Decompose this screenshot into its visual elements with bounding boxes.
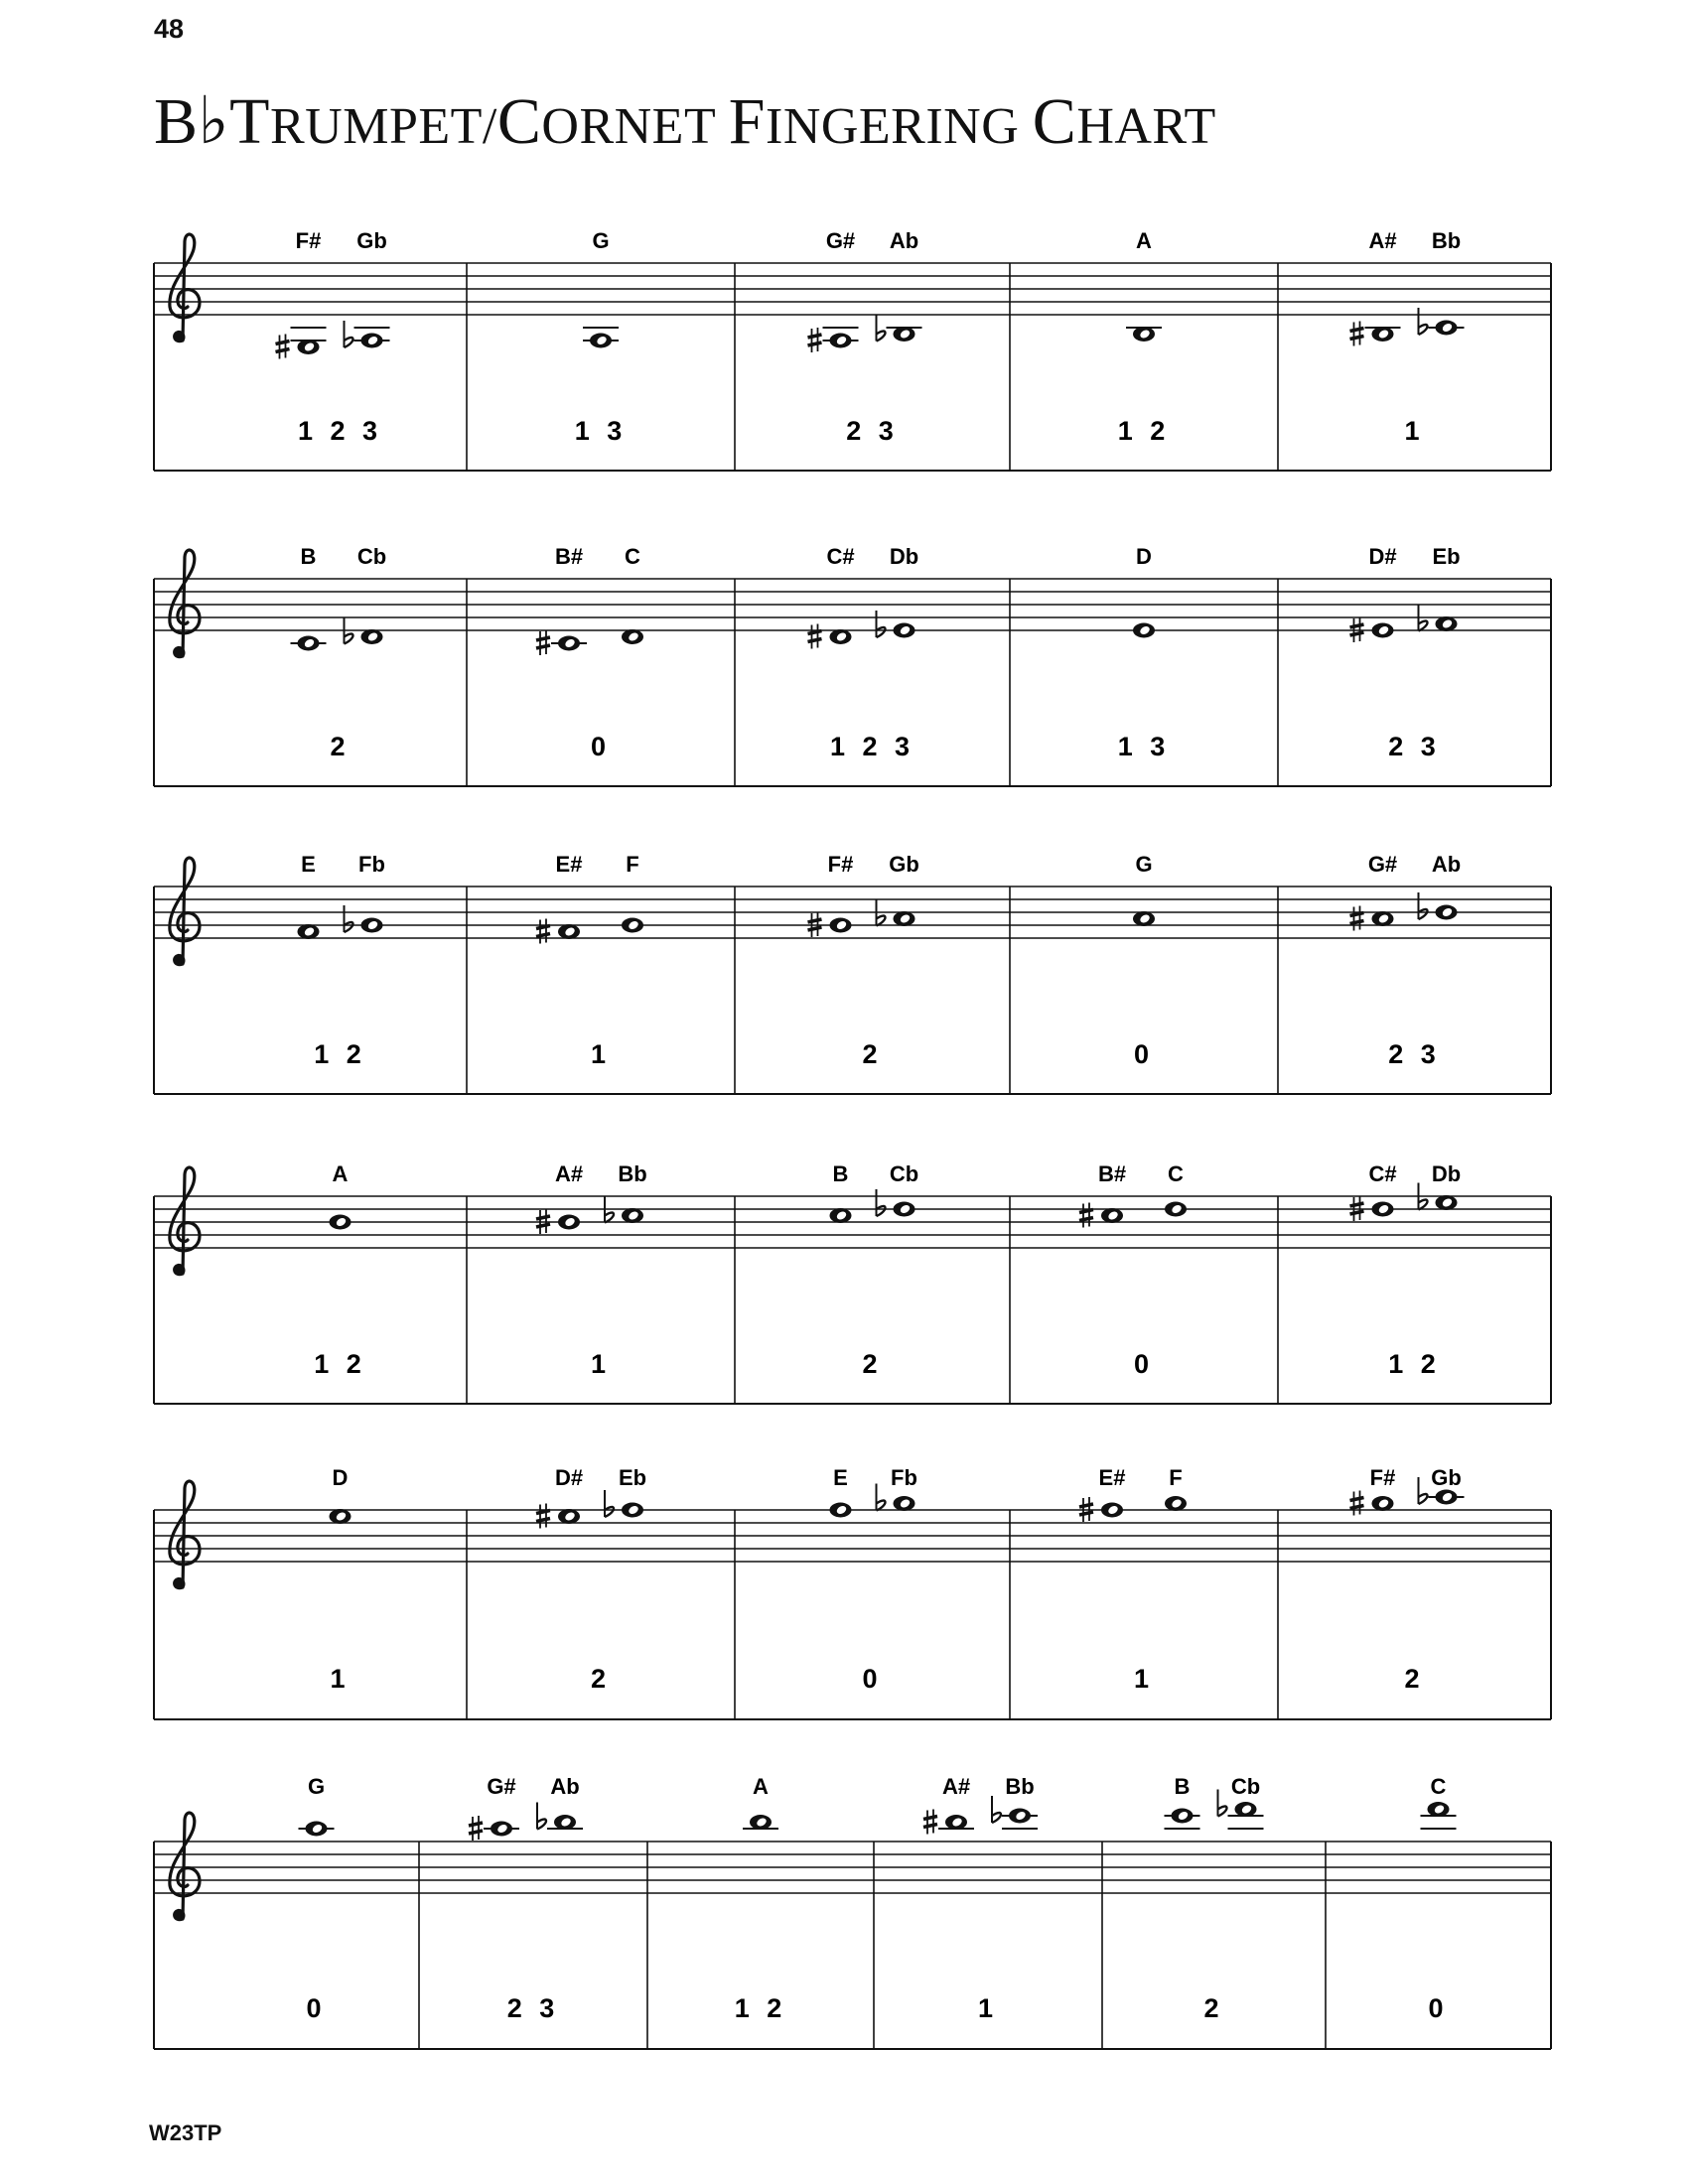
note-label: Bb <box>1005 1774 1035 1799</box>
fingering-cell <box>1350 228 1465 446</box>
valve-fingering: 1 <box>1133 1664 1155 1694</box>
fingering-cell <box>830 1161 919 1379</box>
valve-fingering: 1 3 <box>1117 732 1171 761</box>
flat-icon <box>877 611 886 637</box>
valve-fingering: 1 2 <box>314 1349 366 1379</box>
valve-fingering: 0 <box>590 732 612 761</box>
fingering-cell <box>291 544 387 761</box>
fingering-cell <box>299 1774 335 2023</box>
note-label: B# <box>554 544 584 569</box>
chart-row <box>154 1774 1551 2049</box>
chart-row <box>154 1161 1551 1404</box>
note-label: Ab <box>550 1774 580 1799</box>
note-label: Gb <box>356 228 387 253</box>
fingering-cell <box>469 1774 583 2023</box>
valve-fingering: 1 2 <box>1117 416 1171 446</box>
note-label: Gb <box>889 852 919 877</box>
fingering-cell <box>1079 1465 1187 1694</box>
title-part: / <box>482 98 497 155</box>
note-label: D# <box>1368 544 1397 569</box>
valve-fingering: 2 <box>1404 1664 1425 1694</box>
note-label: G# <box>825 228 856 253</box>
fingering-cell <box>1421 1774 1457 2023</box>
note-label: E# <box>1098 1465 1126 1490</box>
note-label: D <box>1136 544 1152 569</box>
fingering-cell <box>1079 1161 1187 1379</box>
valve-fingering: 2 <box>862 1349 883 1379</box>
fingering-cell <box>1350 1161 1462 1379</box>
chart-row <box>154 852 1551 1094</box>
note-label: A <box>753 1774 769 1799</box>
note-label: E <box>833 1465 848 1490</box>
valve-fingering: 1 <box>590 1039 612 1069</box>
valve-fingering: 1 2 <box>1388 1349 1441 1379</box>
note-label: F# <box>295 228 322 253</box>
valve-fingering: 1 2 3 <box>829 732 915 761</box>
flat-icon <box>345 321 353 347</box>
title-part: F <box>728 85 766 158</box>
footer-code: W23TP <box>149 2120 222 2145</box>
sharp-icon <box>1350 322 1364 346</box>
valve-fingering: 2 <box>590 1664 612 1694</box>
note-label: Cb <box>889 1161 919 1186</box>
note-label: C# <box>1368 1161 1397 1186</box>
note-label: G <box>592 228 610 253</box>
fingering-cell <box>1165 1774 1264 2023</box>
note-label: A# <box>554 1161 584 1186</box>
title-part: INGERING <box>766 98 1020 155</box>
sharp-icon <box>276 335 290 359</box>
valve-fingering: 2 3 <box>846 416 899 446</box>
note-label: C <box>1168 1161 1184 1186</box>
fingering-cell <box>1118 228 1171 446</box>
valve-fingering: 1 2 <box>734 1993 787 2023</box>
valve-fingering: 0 <box>306 1993 327 2023</box>
fingering-cell <box>575 228 628 446</box>
title-part: C <box>1032 85 1077 158</box>
note-label: Ab <box>1431 852 1462 877</box>
valve-fingering: 1 2 3 <box>297 416 383 446</box>
flat-icon <box>877 1189 886 1216</box>
valve-fingering: 1 <box>330 1664 351 1694</box>
valve-fingering: 1 2 <box>314 1039 366 1069</box>
valve-fingering: 1 <box>1404 416 1425 446</box>
title-part: HART <box>1076 98 1216 155</box>
fingering-cell <box>536 1161 647 1379</box>
valve-fingering: 2 3 <box>1388 732 1441 761</box>
valve-fingering: 0 <box>862 1664 883 1694</box>
valve-fingering: 1 <box>590 1349 612 1379</box>
fingering-cell <box>314 1161 366 1379</box>
sharp-icon <box>536 1504 550 1529</box>
note-label: Gb <box>1431 1465 1462 1490</box>
fingering-cell <box>298 852 385 1069</box>
sharp-icon <box>923 1810 937 1835</box>
fingering-cell <box>735 1774 787 2023</box>
flat-icon <box>877 315 886 341</box>
note-label: D# <box>554 1465 584 1490</box>
sharp-icon <box>469 1816 483 1841</box>
valve-fingering: 2 3 <box>506 1993 560 2023</box>
note-label: B <box>832 1161 849 1186</box>
title-part: C <box>496 85 542 158</box>
flat-icon <box>537 1803 546 1830</box>
fingering-cell <box>808 852 919 1069</box>
sharp-icon <box>1350 906 1364 931</box>
flat-icon <box>1419 308 1428 335</box>
note-label: G# <box>1367 852 1398 877</box>
flat-icon <box>1218 1790 1227 1817</box>
note-label: Db <box>889 544 919 569</box>
flat-icon <box>1419 892 1428 919</box>
sharp-icon <box>808 624 822 649</box>
flat-icon <box>605 1490 614 1517</box>
flat-icon <box>1419 1477 1428 1504</box>
note-label: G# <box>487 1774 516 1799</box>
page-number: 48 <box>154 14 185 44</box>
note-label: A# <box>941 1774 971 1799</box>
valve-fingering: 0 <box>1133 1349 1155 1379</box>
fingering-cell <box>808 544 919 761</box>
fingering-cell <box>830 1465 917 1694</box>
note-label: G <box>307 1774 326 1799</box>
note-label: B <box>1174 1774 1191 1799</box>
note-label: C <box>1430 1774 1447 1799</box>
note-label: C# <box>826 544 855 569</box>
note-label: Eb <box>1432 544 1461 569</box>
fingering-cell <box>923 1774 1038 2023</box>
chart-row <box>154 1465 1551 1719</box>
title-part: RUMPET <box>269 98 483 155</box>
chart-row <box>154 544 1551 786</box>
note-label: C <box>625 544 640 569</box>
flat-icon <box>992 1796 1001 1823</box>
note-label: Db <box>1431 1161 1462 1186</box>
valve-fingering: 2 3 <box>1388 1039 1441 1069</box>
note-label: Bb <box>1431 228 1462 253</box>
valve-fingering: 2 <box>330 732 351 761</box>
fingering-cell <box>330 1465 352 1694</box>
note-label: G <box>1135 852 1153 877</box>
sharp-icon <box>808 328 822 352</box>
fingering-cell <box>808 228 922 446</box>
title-part: T <box>229 85 270 158</box>
sharp-icon <box>1079 1203 1093 1228</box>
fingering-cell <box>536 852 643 1069</box>
fingering-cell <box>1350 852 1462 1069</box>
sharp-icon <box>536 919 550 944</box>
fingering-cell <box>276 228 390 446</box>
note-label: A# <box>1368 228 1397 253</box>
fingering-cell <box>1118 544 1171 761</box>
valve-fingering: 2 <box>1203 1993 1224 2023</box>
note-label: F# <box>827 852 854 877</box>
fingering-cell <box>1350 544 1461 761</box>
flat-icon <box>345 905 353 932</box>
valve-fingering: 1 <box>977 1993 999 2023</box>
note-label: F <box>626 852 639 877</box>
note-label: Ab <box>889 228 919 253</box>
note-label: D <box>332 1465 349 1490</box>
fingering-cell <box>536 1465 646 1694</box>
flat-icon <box>877 1484 886 1511</box>
sharp-icon <box>1350 1491 1364 1516</box>
valve-fingering: 2 <box>862 1039 883 1069</box>
valve-fingering: 0 <box>1428 1993 1449 2023</box>
note-label: F <box>1169 1465 1183 1490</box>
fingering-cell <box>1350 1465 1465 1694</box>
fingering-cell <box>1133 852 1155 1069</box>
note-label: A <box>1136 228 1152 253</box>
note-label: Cb <box>1230 1774 1261 1799</box>
title-part: ORNET <box>541 98 716 155</box>
note-label: E# <box>555 852 583 877</box>
note-label: Eb <box>618 1465 647 1490</box>
sharp-icon <box>536 630 550 655</box>
title-flat-prefix: B♭ <box>154 85 230 158</box>
valve-fingering: 0 <box>1133 1039 1155 1069</box>
note-label: Fb <box>891 1465 917 1490</box>
valve-fingering: 1 3 <box>574 416 628 446</box>
chart-row <box>154 228 1551 471</box>
note-label: B <box>300 544 317 569</box>
note-label: A <box>332 1161 349 1186</box>
note-label: Cb <box>356 544 387 569</box>
note-label: F# <box>1369 1465 1396 1490</box>
fingering-cell <box>536 544 643 761</box>
note-label: Fb <box>358 852 385 877</box>
note-label: E <box>301 852 316 877</box>
note-label: B# <box>1097 1161 1127 1186</box>
note-label: Bb <box>618 1161 647 1186</box>
